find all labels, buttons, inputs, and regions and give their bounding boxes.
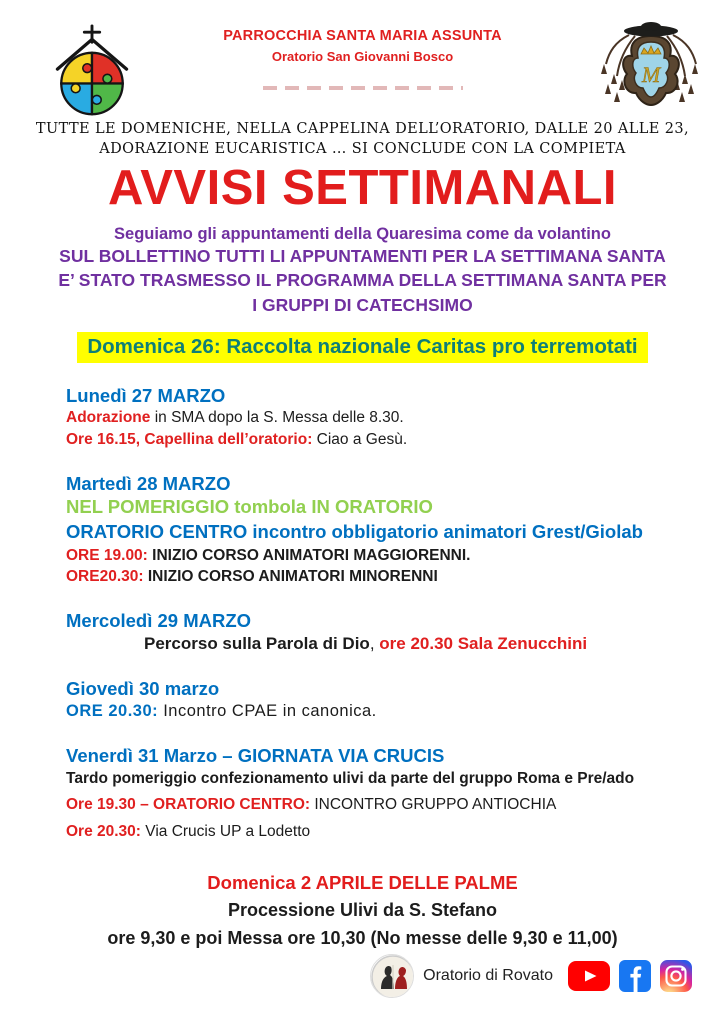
bollettino-note-line2: E’ STATO TRASMESSO IL PROGRAMMA DELLA SETTIMANA SANTA PER — [58, 270, 667, 291]
friday-line1-text: Tardo pomeriggio confezionamento ulivi da parte del gruppo Roma e Pre/ado — [66, 769, 635, 787]
friday-line3-text: Via Crucis UP a Lodetto — [140, 822, 311, 840]
tuesday-line1-lead: ORE 19.00: — [66, 546, 148, 564]
channel-name: Oratorio di Rovato — [423, 967, 553, 984]
parish-name: PARROCCHIA SANTA MARIA ASSUNTA — [223, 28, 502, 44]
adoration-notice-line2: ADORAZIONE EUCARISTICA … SI CONCLUDE CON LA COMPIETA — [99, 140, 626, 157]
friday-line2-text: INCONTRO GRUPPO ANTIOCHIA — [310, 796, 557, 814]
facebook-icon — [619, 960, 651, 992]
palm-sunday-line1: Processione Ulivi da S. Stefano — [227, 900, 498, 921]
monday-line2-lead: Ore 16.15, Capellina dell’oratorio: — [66, 430, 313, 448]
day-thursday — [66, 678, 685, 723]
quaresima-note: Seguiamo gli appuntamenti della Quaresima come da volantino — [114, 224, 611, 243]
friday-line2-lead: Ore 19.30 – ORATORIO CENTRO: — [66, 796, 311, 814]
day-tuesday — [66, 473, 685, 589]
svg-text:M: M — [641, 62, 661, 87]
header — [0, 0, 725, 118]
header-fine-print — [263, 86, 463, 90]
tuesday-line2-lead: ORE20.30: — [66, 568, 144, 586]
thursday-line1-text: Incontro CPAE in canonica. — [158, 702, 377, 721]
tuesday-centro: ORATORIO CENTRO incontro obbligatorio animatori Grest/Giolab — [66, 520, 643, 542]
palm-sunday-block — [0, 869, 725, 953]
thursday-line1-lead: ORE 20.30: — [66, 702, 159, 721]
page-title: AVVISI SETTIMANALI — [107, 161, 617, 216]
wednesday-line1-text: ore 20.30 Sala Zenucchini — [379, 634, 588, 654]
monday-line2-text: Ciao a Gesù. — [312, 430, 408, 448]
wednesday-line1-lead: Percorso sulla Parola di Dio — [144, 634, 370, 654]
palm-sunday-heading: Domenica 2 APRILE DELLE PALME — [207, 871, 518, 893]
day-monday — [66, 385, 685, 451]
youtube-icon — [568, 961, 610, 991]
palm-sunday-line2: ore 9,30 e poi Messa ore 10,30 (No messe delle 9,30 e 11,00) — [107, 928, 618, 949]
tuesday-line2-text: INIZIO CORSO ANIMATORI MINORENNI — [143, 568, 438, 586]
weekly-schedule — [0, 385, 725, 843]
wednesday-line1-sep: , — [369, 634, 380, 654]
adoration-notice — [0, 120, 725, 159]
caritas-banner: Domenica 26: Raccolta nazionale Caritas pro terremotati — [77, 332, 647, 363]
bishop-coat-of-arms-icon — [595, 18, 707, 114]
friday-line3-lead: Ore 20.30: — [66, 822, 141, 840]
monday-heading: Lunedì 27 MARZO — [66, 385, 226, 407]
instagram-icon — [660, 960, 692, 992]
tuesday-heading: Martedì 28 MARZO — [66, 472, 231, 494]
thursday-heading: Giovedì 30 marzo — [66, 678, 220, 700]
adoration-notice-line1: TUTTE LE DOMENICHE, NELLA CAPPELINA DELL’ORATORIO, DALLE 20 ALLE 23, — [35, 121, 690, 137]
tuesday-afternoon: NEL POMERIGGIO tombola IN ORATORIO — [66, 495, 433, 517]
bollettino-note-line1: SUL BOLLETTINO TUTTI LI APPUNTAMENTI PER LA SETTIMANA SANTA — [59, 245, 666, 266]
lent-notes — [0, 225, 725, 319]
day-friday — [66, 745, 685, 842]
oratorio-name: Oratorio San Giovanni Bosco — [271, 49, 454, 64]
oratorio-avatar — [370, 954, 414, 998]
bollettino-note-line3: I GRUPPI DI CATECHSIMO — [252, 295, 473, 316]
wednesday-heading: Mercoledì 29 MARZO — [66, 610, 252, 632]
monday-line1-lead: Adorazione — [66, 409, 151, 427]
monday-line1-text: in SMA dopo la S. Messa delle 8.30. — [150, 409, 404, 427]
tuesday-line1-text: INIZIO CORSO ANIMATORI MAGGIORENNI. — [147, 546, 471, 564]
day-wednesday — [66, 610, 685, 656]
friday-heading: Venerdì 31 Marzo – GIORNATA VIA CRUCIS — [66, 745, 445, 767]
footer-social-bar — [0, 954, 725, 998]
